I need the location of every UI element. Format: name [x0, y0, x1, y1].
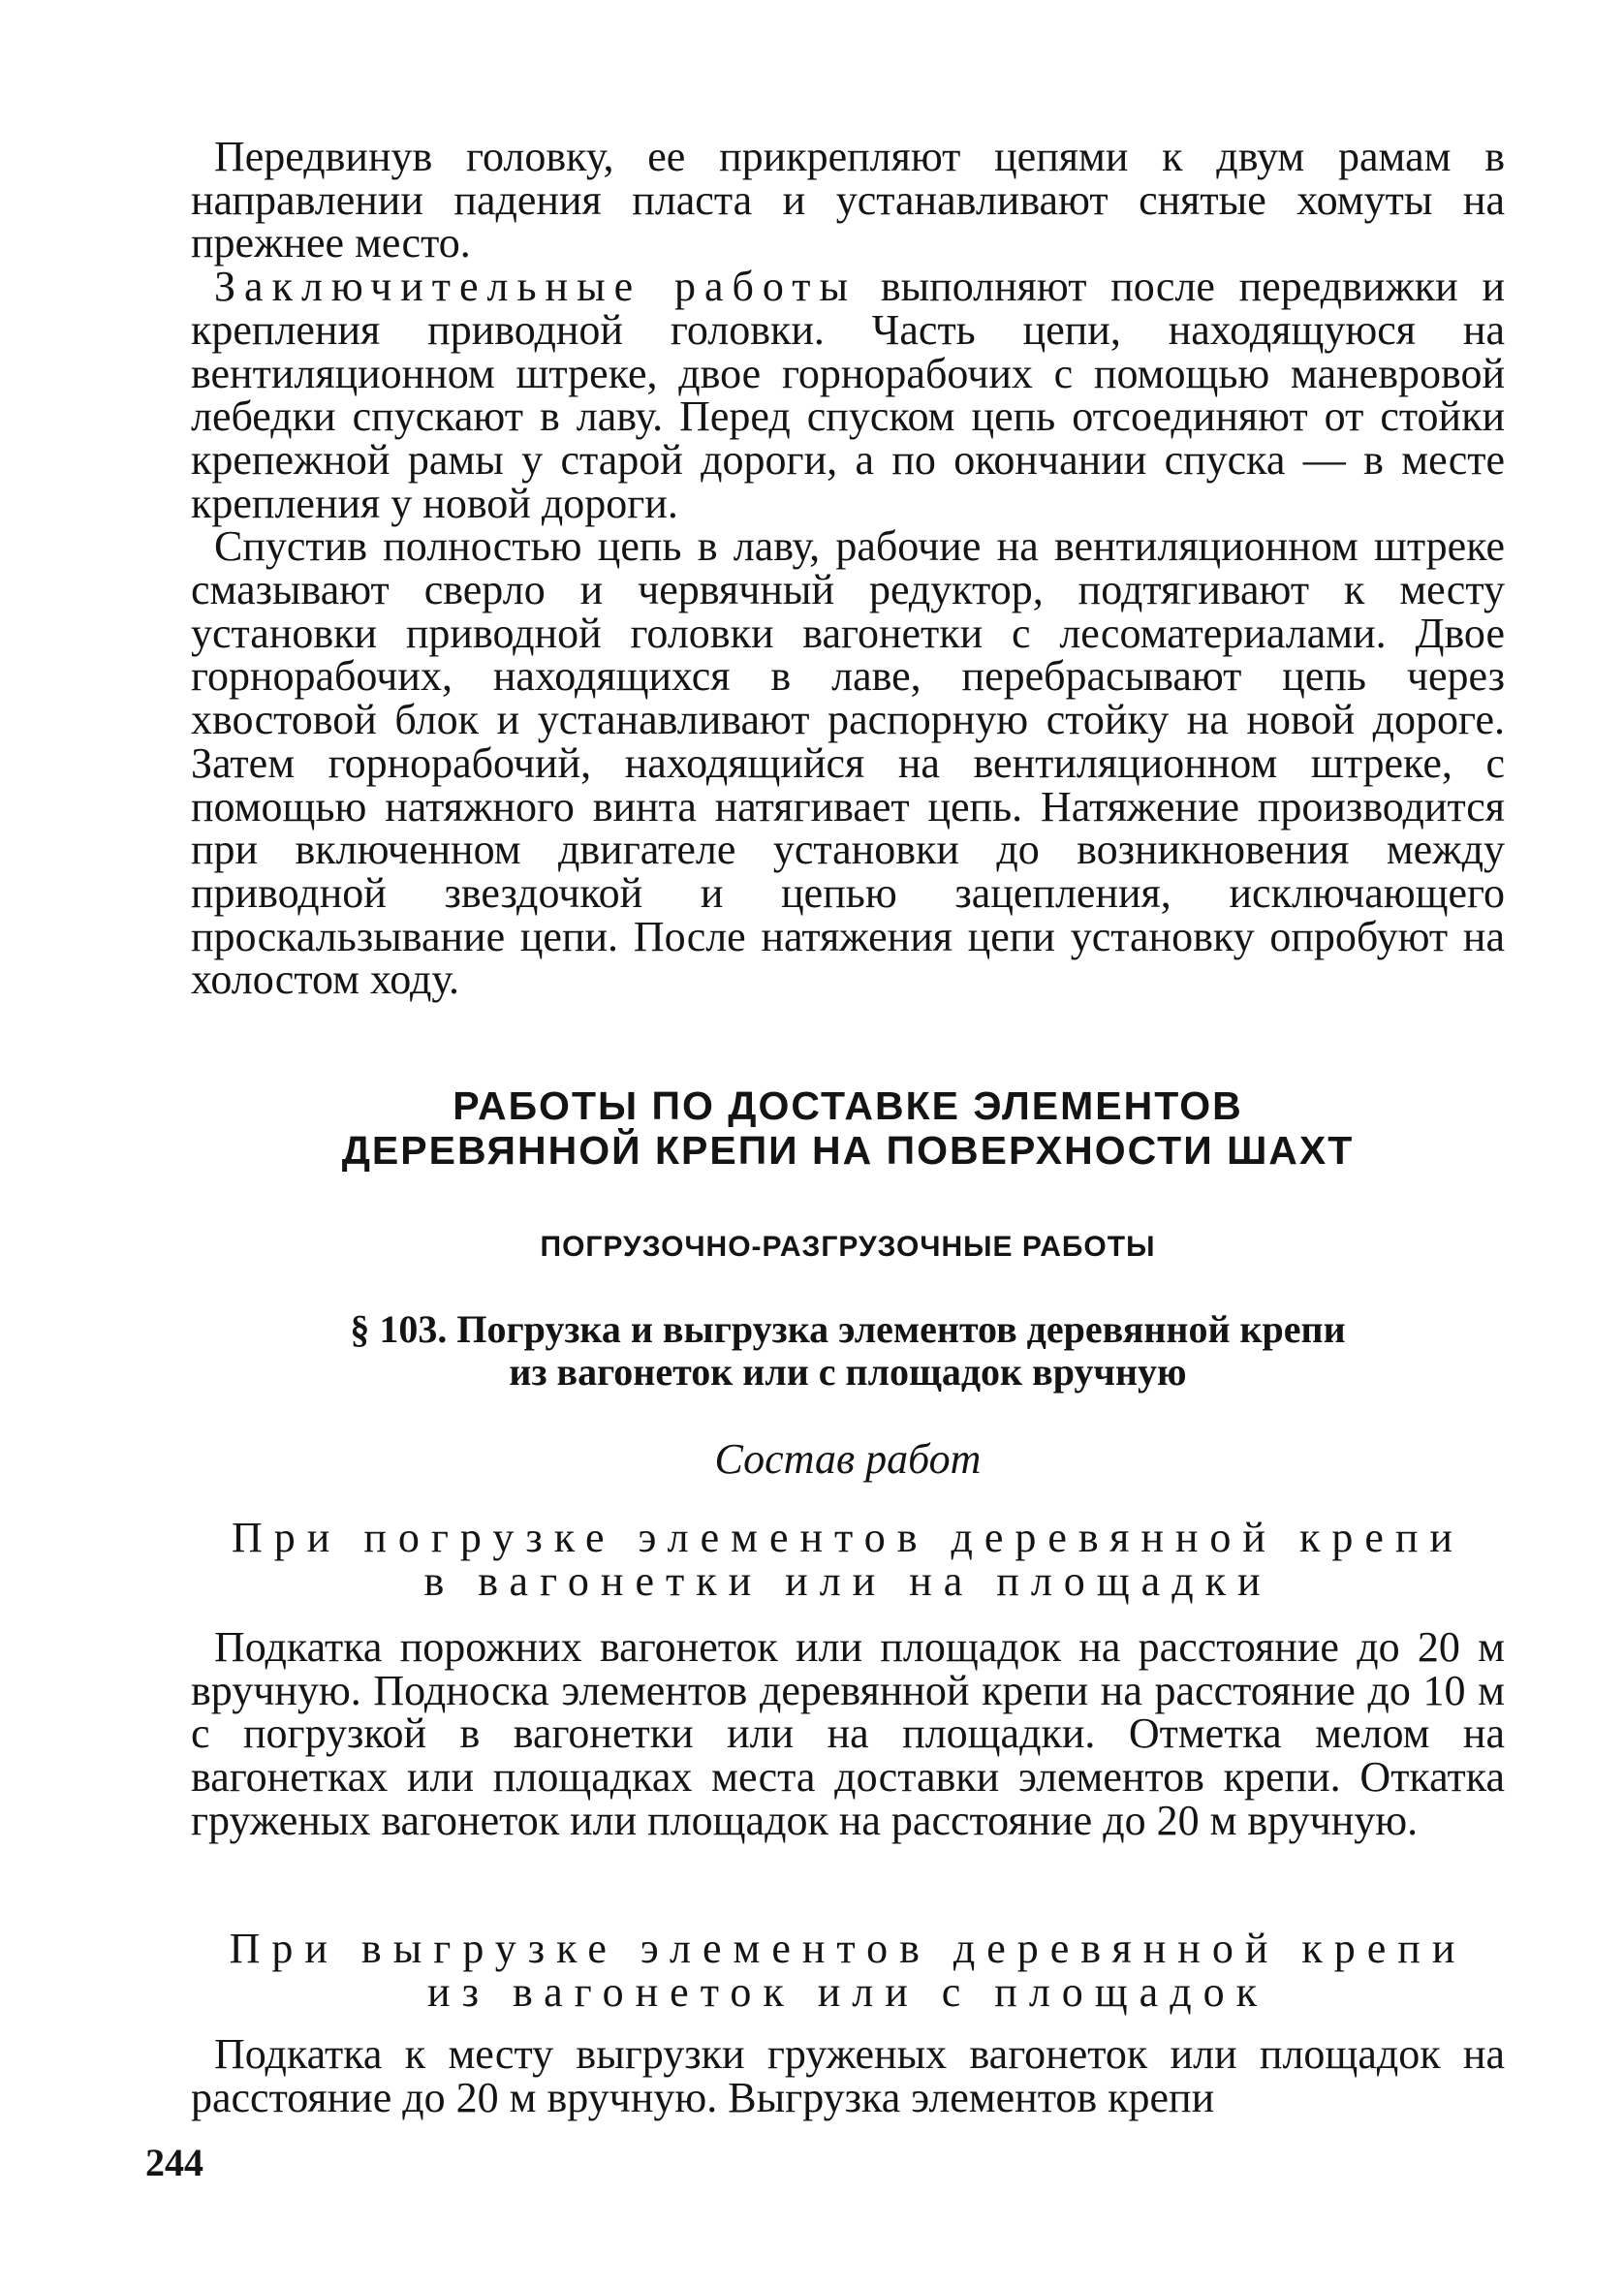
- loading-body: [191, 1623, 1505, 1844]
- subsection-title: ПОГРУЗОЧНО-РАЗГРУЗОЧНЫЕ РАБОТЫ: [540, 1231, 1156, 1263]
- unloading-heading: [191, 1927, 1505, 2014]
- composition-title: Состав работ: [714, 1435, 982, 1483]
- body-text-top: [191, 133, 1505, 1004]
- section-title-line-1: РАБОТЫ ПО ДОСТАВКЕ ЭЛЕМЕНТОВ: [453, 1083, 1243, 1128]
- paragraph-3: Спустив полностью цепь в лаву, рабочие на вентиляционном штреке смазывают сверло и червячный редуктор, подтягивают к месту установки приводной головки вагонетки с лесоматериалами. Двое горнорабочих, находящихся в лаве, перебрасывают цепь через хвостовой блок и устанавливают распорную стойку на новой дороге. Затем горнорабочий, находящийся на вентиляционном штреке, с помощью натяжного винта натягивает цепь. Натяжение производится при включенном двигателе установки до возникновения между приводной звездочкой и цепью зацепления, исключающего проскальзывание цепи. После натяжения цепи установку опробуют на холостом ходу.: [191, 522, 1505, 1004]
- paragraph-1: Передвинув головку, ее прикрепляют цепями к двум рамам в направлении падения пласта и устанавливают снятые хомуты на прежнее место.: [191, 133, 1505, 267]
- unloading-body: [191, 2030, 1505, 2121]
- paragraph-2-text: выполняют после передвижки и крепления приводной головки. Часть цепи, находящуюся на вентиляционном штреке, двое горнорабочих с помощью маневровой лебедки спускают в лаву. Перед спуском цепь отсоединяют от стойки крепежной рамы у старой дороги, а по окончании спуска — в месте крепления у новой дороги.: [191, 263, 1505, 527]
- spaced-lead: Заключительные работы: [214, 263, 858, 311]
- unloading-text: Подкатка к месту выгрузки груженых вагонеток или площадок на расстояние до 20 м вручную. Выгрузка элементов крепи: [191, 2030, 1505, 2121]
- unloading-heading-line-1: При выгрузке элементов деревянной крепи: [229, 1925, 1467, 1972]
- paragraph-2: [191, 263, 1505, 527]
- page-number: 244: [145, 2141, 203, 2184]
- loading-heading: [191, 1516, 1505, 1603]
- section-title: [191, 1083, 1505, 1173]
- loading-text: Подкатка порожних вагонеток или площадок на расстояние до 20 м вручную. Подноска элементов деревянной крепи на расстояние до 10 м с погрузкой в вагонетки или на площадки. Отметка мелом на вагонетках или площадках места доставки элементов крепи. Откатка груженых вагонеток или площадок на расстояние до 20 м вручную.: [191, 1623, 1505, 1844]
- loading-heading-line-2: в вагонетки или на площадки: [423, 1557, 1272, 1605]
- paragraph-title-line-2: из вагонеток или с площадок вручную: [509, 1350, 1187, 1394]
- paragraph-title-line-1: § 103. Погрузка и выгрузка элементов деревянной крепи: [350, 1307, 1346, 1351]
- section-title-line-2: ДЕРЕВЯННОЙ КРЕПИ НА ПОВЕРХНОСТИ ШАХТ: [341, 1128, 1355, 1173]
- loading-heading-line-1: При погрузке элементов деревянной крепи: [232, 1514, 1464, 1561]
- paragraph-title: [191, 1308, 1505, 1394]
- unloading-heading-line-2: из вагонеток или с площадок: [427, 1968, 1268, 2016]
